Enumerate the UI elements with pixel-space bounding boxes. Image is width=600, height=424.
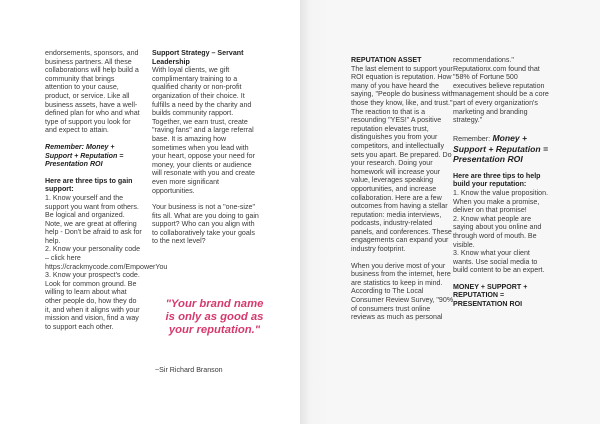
reputation-tip-2: 2. Know what people are saying about you online and through word of mouth. Be visible.: [453, 214, 542, 249]
right-page: [300, 0, 600, 424]
closing-formula: MONEY + SUPPORT + REPUTATION = PRESENTATION ROI: [453, 282, 528, 309]
support-strategy-paragraph: With loyal clients, we gift complimentary training to a qualified charity or non-profit organization of their choice. It fulfills a need by the charity and builds community rapport. Together, we earn trust, create "raving fans" and a large referral base. It is amazing how sometimes when you lead with your heart, oppose your need for money, your clients or audience will resonate with you and create even more significant opportunities.: [152, 66, 255, 195]
support-tip-3: 3. Know your prospect's code. Look for common ground. Be willing to learn about what other people do, how they do it, and when it aligns with your mission and vision, find a way to support each other.: [45, 271, 140, 331]
right-column-2: [453, 56, 551, 309]
reputation-asset-heading: REPUTATION ASSET: [351, 56, 422, 64]
support-tip-1: 1. Know yourself and the support you want from others. Be logical and organized. Note, we are great at offering help - Don't be afraid to ask for help.: [45, 193, 142, 245]
support-tips-heading: Here are three tips to gain support:: [45, 176, 133, 194]
reputation-tip-3: 3. Know what your client wants. Use social media to build content to be an expert.: [453, 249, 545, 275]
left-column-2: [152, 49, 262, 246]
remember-label: Remember:: [453, 134, 491, 143]
pull-quote: "Your brand name is only as good as your reputation.": [165, 298, 264, 336]
remember-formula-right: [453, 133, 551, 164]
left-column-1: [45, 49, 168, 331]
reputation-tips-heading: Here are three tips to help build your reputation:: [453, 171, 541, 189]
reputation-paragraph: The last element to support your ROI equation is reputation. How many of you have heard the saying, "People do business with those they know, like, and trust." The reaction to that is a resounding "YES!" A positive reputation elevates trust, distinguishes you from your competitors, and intellectually sets you apart. Be prepared. Do your research. Doing your homework will increase your value, leverages speaking opportunities, and increase collaboration. Here are a few outcomes from having a stellar reputation: media interviews, podcasts, industry-related panels, and conferences. These engagements can expand your industry footprint.: [351, 64, 455, 254]
remember-formula: Remember: Money + Support + Reputation = Presentation ROI: [45, 142, 124, 169]
statistics-paragraph: When you derive most of your business from the internet, here are statistics to keep in mind. According to The Local Consumer Review Survey, "90% of consumers trust online reviews as much as personal: [351, 261, 454, 322]
intro-paragraph: endorsements, sponsors, and business partners. All these collaborations will help build a community that brings attention to your cause, product, or service. Like all business assets, have a well-defined plan for who and what type of support you look for and expect to attain.: [45, 49, 140, 135]
remember-formula-text: Money + Support + Reputation = Presentation ROI: [453, 132, 549, 164]
support-question-paragraph: Your business is not a "one-size" fits all. What are you doing to gain support? Who can you align with to collaboratively take your goals to the next level?: [152, 203, 259, 246]
recommendations-paragraph: recommendations." Reputationx.com found that "58% of Fortune 500 executives believe reputation management should be a core part of every organization's marketing and branding strategy.": [453, 56, 549, 125]
support-strategy-heading: Support Strategy – Servant Leadership: [152, 49, 244, 66]
quote-attribution: ~Sir Richard Branson: [155, 366, 223, 374]
right-column-1: [351, 56, 455, 322]
reputation-tip-1: 1. Know the value proposition. When you make a promise, deliver on that promise!: [453, 188, 549, 215]
support-tip-2: 2. Know your personality code – click here https://crackmycode.com/EmpowerYou: [45, 245, 168, 271]
